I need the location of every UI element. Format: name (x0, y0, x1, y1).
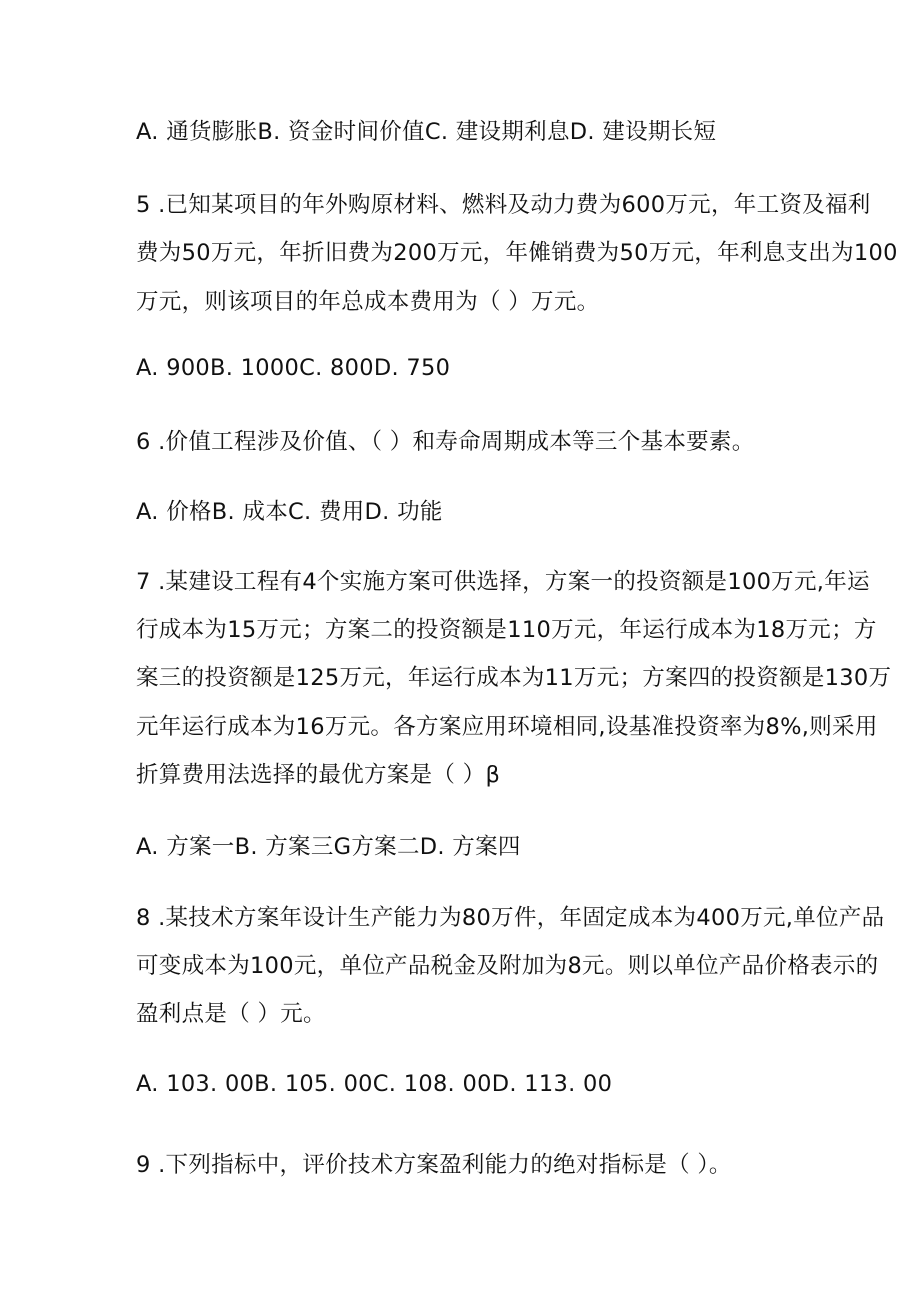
q9-text-line: 9 .下列指标中，评价技术方案盈利能力的绝对指标是（ ）。 (136, 1152, 732, 1178)
q7-text-line: 案三的投资额是125万元，年运行成本为11万元；方案四的投资额是130万 (136, 665, 892, 691)
q8-text-line: 8 .某技术方案年设计生产能力为80万件，年固定成本为400万元,单位产品 (136, 905, 885, 931)
q8-text-line: 盈利点是（ ）元。 (136, 1001, 326, 1027)
q5-text-line: 5 .已知某项目的年外购原材料、燃料及动力费为600万元，年工资及福利 (136, 192, 871, 218)
q8-options: A. 103. 00B. 105. 00C. 108. 00D. 113. 00 (136, 1071, 613, 1097)
q4-options: A. 通货膨胀B. 资金时间价值C. 建设期利息D. 建设期长短 (136, 119, 717, 145)
q6-text-line: 6 .价值工程涉及价值、（ ）和寿命周期成本等三个基本要素。 (136, 429, 755, 455)
q5-text-line: 费为50万元，年折旧费为200万元，年傩销费为50万元，年利息支出为100 (136, 240, 898, 266)
q7-text-line: 7 .某建设工程有4个实施方案可供选择，方案一的投资额是100万元,年运 (136, 569, 870, 595)
q5-text-line: 万元，则该项目的年总成本费用为（ ）万元。 (136, 289, 600, 315)
q6-options: A. 价格B. 成本C. 费用D. 功能 (136, 499, 443, 525)
q8-text-line: 可变成本为100元，单位产品税金及附加为8元。则以单位产品价格表示的 (136, 953, 879, 979)
q7-text-line: 元年运行成本为16万元。各方案应用环境相同,设基准投资率为8%,则采用 (136, 714, 878, 740)
q7-text-line: 折算费用法选择的最优方案是（ ）β (136, 762, 501, 788)
q7-text-line: 行成本为15万元；方案二的投资额是110万元，年运行成本为18万元；方 (136, 617, 877, 643)
q7-options: A. 方案一B. 方案三G方案二D. 方案四 (136, 834, 521, 860)
q5-options: A. 900B. 1000C. 800D. 750 (136, 355, 451, 381)
